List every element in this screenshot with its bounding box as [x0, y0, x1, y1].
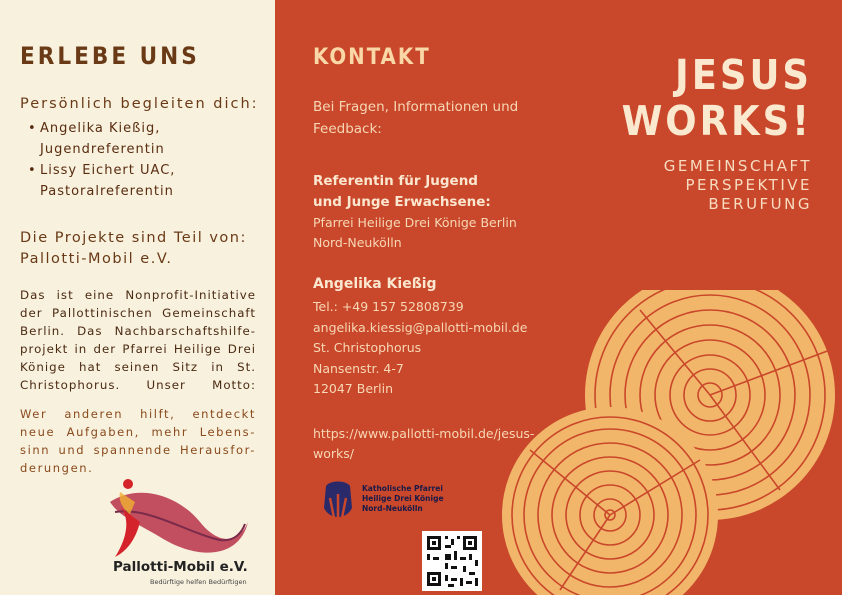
role-line: Referentin für Jugend — [313, 173, 478, 189]
parish-logo-line: Nord-Neukölln — [362, 504, 423, 513]
companions-list — [28, 118, 175, 202]
email-link[interactable]: angelika.kiessig@pallotti-mobil.de — [313, 319, 528, 335]
address-line: 12047 Berlin — [313, 381, 394, 396]
motto-line: Wer anderen hilft, entdeckt — [20, 407, 256, 421]
parish-crown-icon — [322, 478, 354, 522]
left-panel — [0, 0, 275, 595]
contact-role-heading — [313, 171, 491, 213]
cover-subtitles — [664, 157, 812, 214]
motto-line: neue Aufgaben, mehr Lebens- — [20, 425, 256, 439]
person-role: Pastoralreferentin — [40, 184, 174, 199]
contact-details — [313, 297, 527, 400]
address-line: St. Christophorus — [313, 340, 422, 355]
role-line: und Junge Erwachsene: — [313, 194, 491, 210]
cover-subtitle: BERUFUNG — [708, 195, 812, 213]
cover-title-line: WORKS! — [621, 97, 812, 145]
parish-line: Nord-Neukölln — [313, 235, 402, 250]
parish-line: Pfarrei Heilige Drei Könige Berlin — [313, 215, 517, 230]
projects-line: Die Projekte sind Teil von: — [20, 230, 247, 246]
parish-logo-text — [362, 484, 444, 514]
contact-intro: Bei Fragen, Informationen und Feedback: — [313, 99, 519, 137]
parish-logo — [322, 478, 472, 524]
person-name: • Lissy Eichert UAC, — [40, 163, 176, 178]
phone[interactable]: Tel.: +49 157 52808739 — [313, 299, 464, 314]
companions-subtitle: Persönlich begleiten dich: — [20, 96, 259, 112]
projects-org: Pallotti-Mobil e.V. — [20, 251, 173, 267]
cover-title — [622, 52, 812, 144]
qr-code-icon[interactable] — [422, 531, 482, 591]
left-title: ERLEBE UNS — [20, 42, 200, 70]
cover-subtitle: GEMEINSCHAFT — [663, 157, 812, 175]
cover-subtitle: PERSPEKTIVE — [685, 176, 812, 194]
address-line: Nansenstr. 4-7 — [313, 360, 404, 376]
logo-name: Pallotti-Mobil e.V. — [113, 559, 248, 575]
motto-line: sinn und spannende Herausfor- — [20, 443, 256, 457]
contact-title: KONTAKT — [313, 45, 431, 70]
contact-parish — [313, 213, 517, 253]
parish-logo-line: Heilige Drei Könige — [362, 494, 444, 503]
parish-logo-line: Katholische Pfarrei — [362, 484, 443, 493]
list-item — [28, 160, 175, 202]
list-item — [28, 118, 175, 160]
contact-name: Angelika Kießig — [313, 276, 437, 292]
person-role: Jugendreferentin — [40, 142, 165, 157]
website-link[interactable]: https://www.pallotti-mobil.de/jesus-works/ — [313, 426, 535, 461]
logo-tagline: Bedürftige helfen Bedürftigen — [150, 578, 247, 586]
person-name: • Angelika Kießig, — [40, 121, 161, 136]
cover-title-line: JESUS — [675, 51, 812, 99]
tree-rings-illustration — [500, 290, 842, 595]
initiative-description: Das ist eine Nonprofit-Initiative der Pallottinischen Gemeinschaft Berlin. Das Nachbarschaftshilfe-projekt in der Pfarrei Heilige Drei Könige hat seinen Sitz in St. Christophorus. Unser Motto: — [20, 288, 256, 392]
projects-note — [20, 228, 256, 270]
motto-line: derungen. — [20, 461, 94, 475]
